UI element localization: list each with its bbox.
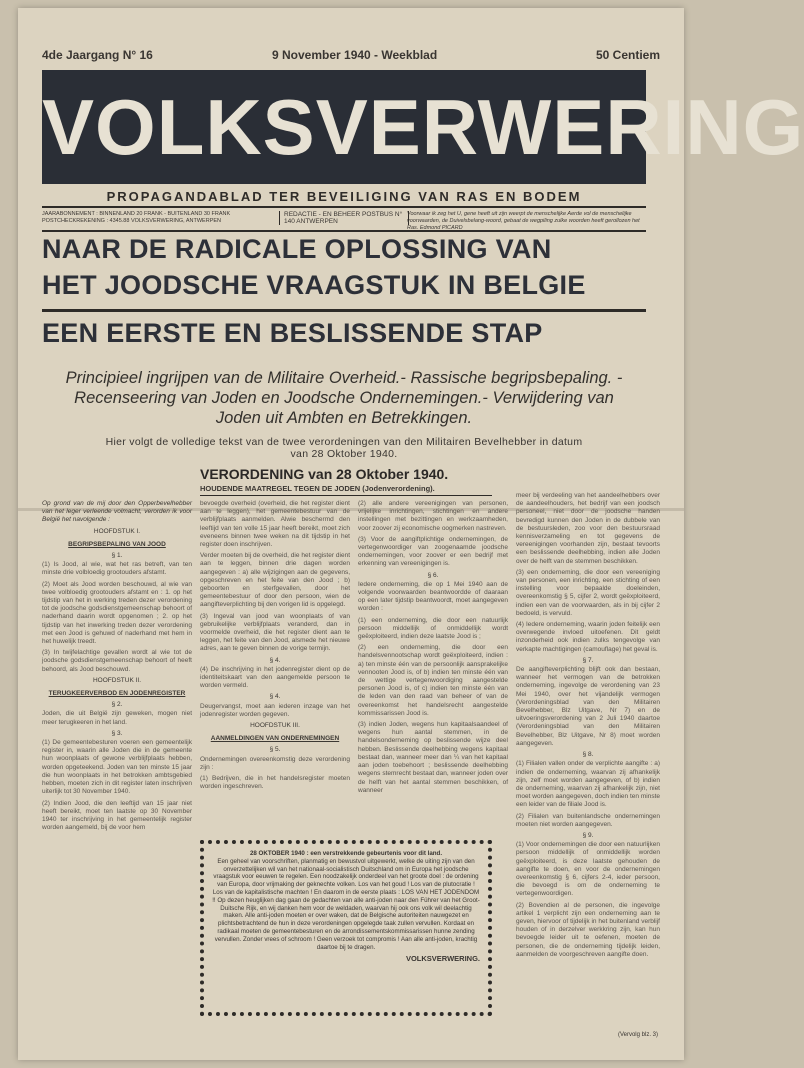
masthead-title: VOLKSVERWERING [42,70,646,184]
column-paragraph: Joden, die uit België zijn geweken, mogen niet meer terugkeeren in het land. [42,710,192,726]
column-paragraph: bevoegde overheid (overheid, die het register dient aan te leggen), het gemeentebestuur van de verblijfplaats aanmelden. Alwie beschermd den leeftijd van ten volle 15 jaar heeft bereikt, moet zich eveneens binnen twee weken na dit tijdstip in het register doen inschrijven. [200,500,350,549]
column-paragraph: (2) een onderneming, die door een handelsvennootschap wordt geëxploiteerd, indien : a) ten minste één van de persoonlijk aansprakelijke vennooten Jood is, of b) indien ten minste één van de wettige vertegenwoordiging aangestelde personen Jood is, of c) indien ten minste één van de leden van den raad van beheer of van de overeenkomst het handelsrecht aangestelde kommissarissen Jood is. [358,644,508,717]
column-paragraph: (2) Bovendien al de personen, die ingevolge artikel 1 verplicht zijn een onderneming aan te geven, hiervoor of tijdelijk in het buitenland verblijf houden of in derzelver werkkring zijn, kan hun bevoegde leider uit te oefenen, moeten de personen, die de onderneming tijdelijk leiden, aanmelden de voorgeschreven aangifte doen. [516,901,660,958]
text-column-2 [200,500,350,830]
column-paragraph: Iedere onderneming, die op 1 Mei 1940 aan de volgende voorwaarden beantwoordde of daaraan op een later tijdstip beantwoordt, moet aangegeven worden : [358,580,508,613]
column-paragraph: (2) Indien Jood, die den leeftijd van 15 jaar niet heeft bereikt, moet ten laatste op 30 November 1940 ter inschrijving in het gemeentelijk register worden aangemeld, bij de voor hem [42,799,192,832]
section-number: § 7. [582,656,594,664]
text-column-3 [358,500,508,830]
column-paragraph: Deugervangst, moet aan iederen inzage van het jodenregister worden gegeven. [200,702,350,718]
masthead-quote: Voorwaar ik zeg het U, gene heeft uit zijn weerpt de menschelijke Aerde vol de menschelijke voorwaarden, de Duivelsbelang-woord, gebaat de wegpiling zulke woorden heeft gerollozen het Ras. Edmond PICARD [407,211,640,231]
volume-number: 4de Jaargang N° 16 [42,48,153,62]
section-number: § 4. [269,693,281,701]
column-paragraph: De aangifteverplichting blijft ook dan bestaan, wanneer het vermogen van de betrokken onderneming, ingevolge de verordening van 23 Mei 1940, over het vijandelijk vermogen (Verordeningsblad van den Militairen Bevelhebber, Blz Uitgave, Nr 7) en de uitvoeringsverordening van 2 Juli 1940 daartoe (Verordeningsblad van den Militairen Bevelhebber, Blz Uitgave, Nr 8) moet worden aangegeven. [516,666,660,747]
headline-line-2: HET JOODSCHE VRAAGSTUK IN BELGIE [42,270,586,300]
column-paragraph: (3) indien Joden, wegens hun kapitaalsaandeel of wegens hun aantal stemmen, in de handelsonderneming op beslissende wijze deel hebben. Beslissende deelhebbing wegens kapitaal bestaat dan, wanneer meer dan ¼ van het kapitaal aan joden toebehoort ; beslissende deelhebbing wegens stemrecht bestaat dan, wanneer joden over de helft van het aantal stemmen beschikken, of wanneer [358,721,508,794]
issue-date: 9 November 1940 - Weekblad [272,48,438,62]
column-paragraph: Verder moeten bij de overheid, die het register dient aan te leggen, binnen drie dagen worden aangegeven : a) alle wijzigingen aan de gegevens, opgeschreven en het feite van den Jood ; b) geboorten en sterfgevallen, door het gemeentebestuur of door den persoon, wien de aangifteverplichting bij den vorigen lid is opgelegd. [200,552,350,609]
chapter-heading: HOOFDSTUK III. [250,722,300,730]
chapter-subheading: AANMELDINGEN VAN ONDERNEMINGEN [210,735,340,743]
header-line [42,48,660,64]
office-info: REDACTIE - EN BEHEER POSTBUS N° 140 ANTWERPEN [279,211,409,225]
section-number: § 2. [111,701,123,709]
section-number: § 9. [582,831,594,839]
column-paragraph: (1) een onderneming, die door een natuurlijk persoon middellijk of onmiddellijk wordt geëxploiteerd, indien deze laatste Jood is ; [358,616,508,641]
price: 50 Centiem [595,48,660,62]
column-paragraph: (2) alle andere vereenigingen van personen, vrijelijke inrichtingen, stichtingen en andere instellingen met bezittingen en werkzaamheden, voor zoover zij economische oogmerken nastreven. [358,500,508,532]
newspaper-page [18,8,804,1060]
subscription-info: JAARABONNEMENT : BINNENLAND 20 FRANK - BUITENLAND 30 FRANK POSTCHECKREKENING : 4345.88 VOLKSVERWERING, ANTWERPEN [42,211,231,224]
column-paragraph: (1) Is Jood, al wie, wat het ras betreft, van ten minste drie volbloedig grootouders afstamt. [42,561,192,577]
column-paragraph: (1) De gemeentebesturen voeren een gemeentelijk register in, waarin alle Joden die in de gemeente hun woonplaats of gewone verblijfplaats hebben, worden opgeteekend. Joden van ten minste 15 jaar die hun woonplaats in het betrokken ambtsgebied hebben, moeten zich in dit register laten inschrijven uiterlijk tot 30 November 1940. [42,739,192,796]
masthead-subtitle: PROPAGANDABLAD TER BEVEILIGING VAN RAS EN BODEM [106,189,582,204]
box-text: Een geheel van voorschriften, planmatig en bewustvol uitgewerkt, welke de uiting zijn van den onverzettelijken wil van het nationaal-socialistisch Duitschland om in Europa het joodsche vraagstuk voor eeuwen te regelen. Een noodzakelijk onderdeel van het groote doel : de ordening van Europa, door vrijmaking der geknechte volken. Los van het goud ! Los van de plutocratie ! Los van de kapitalistische machten ! En daarom in de eerste plaats : LOS VAN HET JODENDOM !! Op dezen heuglijken dag gaan de gedachten van alle anti-joden naar den Führer van het Groot-Duitsche Rijk, en wij danken hem voor de weldaden, waarvan hij ook ons volk wil deelachtig maken. Alle anti-joden moeten er over waken, dat de Belgische autoriteiten nauwgezet en plichtsbetrachtend de hun in deze verordeningen opgelegde taak zullen vervullen. Kordaat en radikaal moeten de gemeentebesturen en de arrondissementskommissarissen hunne zending vervullen. Zonder vrees of schroom ! Geen verzoek tot compromis ! Aan alle anti-joden, krachtig daartoe bij te dragen. [212,857,480,951]
intro-text: Principieel ingrijpen van de Militaire Overheid.- Rassische begripsbepaling. - Recenseering van Joden en Joodsche Ondernemingen.- Verwijdering van Joden uit Ambten en Betrekkingen. [65,369,623,427]
chapter-subheading: TERUGKEERVERBOD EN JODENREGISTER [48,690,186,698]
box-date-line: 28 OKTOBER 1940 : een verstrekkende gebeurtenis voor dit land. [249,850,443,857]
intro-note: Hier volgt de volledige tekst van de twee verordeningen van den Militairen Bevelhebber in datum van 28 Oktober 1940. [105,436,583,460]
column-paragraph: (3) Ingeval van jood van woonplaats of van gebruikelijke verblijfplaats veranderd, dan in voormelde overheid, die het register dient aan te leggen, het feite van den Jood, alsmede het nieuwe adres, aan te geven binnen de vorige termijn. [200,612,350,653]
section-number: § 1. [111,552,123,560]
box-signature: VOLKSVERWERING. [405,954,480,964]
column-paragraph: (1) Filialen vallen onder de verplichte aangifte : a) indien de onderneming, waarvan zij afhankelijk zijn, zelf moet worden aangegeven, of b) indien de onderneming, waarvan zij afhankelijk zijn, niet moet worden aangegeven, doch indien ten minste een leider van de filiale Jood is. [516,760,660,809]
ordinance-subtitle: HOUDENDE MAATREGEL TEGEN DE JODEN (Jodenverordening). [200,484,492,496]
column-paragraph: (1) Bedrijven, die in het handelsregister moeten worden ingeschreven. [200,775,350,791]
column-paragraph: (2) Moet als Jood worden beschouwd, al wie van twee volbloedig grootouders afstamt en : 1. op het tijdstip van het in werking treden dezer verordening tot de joodsche godsdienstgemeenschap behoort of naderhand daarin wordt opgenomen ; 2. op het tijdstip van het inwerking treden dezer verordening met een Jood is gehuwd of naderhand met hem in het huwelijk treedt. [42,580,192,646]
chapter-subheading: BEGRIPSBEPALING VAN JOOD [68,540,166,548]
ordinance-title: VERORDENING van 28 Oktober 1940. [200,466,449,482]
editorial-box [200,840,492,1016]
column-paragraph: Op grond van de mij door den Opperbevelhebber van het leger verleende volmacht, verorden ik voor België het navolgende : [42,500,192,524]
continued-note: (Vervolg blz. 3) [617,1032,658,1038]
column-paragraph: meer bij verdeeling van het aandeelhebbers over de aandeelhouders, het bedrijf van een joodsch personeel, niet door de joodsche handen bevredigd kunnen den Joden in de dubbele van de bestuursleden, zoo voor den bestuursraad kennisverzameling en tot gegevens de vereenigingen voorhanden zijn, bestaat tevoorts een beslissende deelhebbing, indien alle Joden over de helft van de stemmen beschikken. [516,492,660,565]
text-column-4 [516,492,660,1042]
headline-rule [42,309,646,312]
chapter-heading: HOOFDSTUK I. [93,527,141,535]
column-paragraph: (4) De inschrijving in het jodenregister dient op de identiteitskaart van den aangemelde persoon te worden vermeld. [200,665,350,690]
headline-line-1: NAAR DE RADICALE OPLOSSING VAN [42,234,552,264]
section-number: § 3. [111,729,123,737]
column-paragraph: Ondernemingen overeenkomstig deze verordening zijn : [200,755,350,771]
column-paragraph: (2) Filialen van buitenlandsche ondernemingen moeten niet worden aangegeven. [516,812,660,828]
section-number: § 8. [582,751,594,759]
section-number: § 5. [269,746,281,754]
info-bar [42,206,646,232]
column-paragraph: (3) een onderneming, die door een vereeniging van personen, een inrichting, een stichting of een instelling voor bepaalde doeleinden, overeenkomstig § 5, cijfer 2, wordt geëxploiteerd, indien een van de voorwaarden, als in bij cijfer 2 bedoeld, is vervuld. [516,568,660,617]
text-column-1 [42,500,192,1050]
column-paragraph: (3) Voor de aangiftplichtige ondernemingen, de vertegenwoordiger van zoogenaamde joodsche ondernemingen, voor zoover er een bedrijf met erkenning van vereenigingen is. [358,535,508,568]
column-paragraph: (1) Voor ondernemingen die door een natuurlijken persoon middellijk of onmiddellijk worden geëxploiteerd, is deze laatste gehouden de aangifte te doen, en voor de ondernemingen overeenkomstig § 6, cijfers 2-4, ieder persoon, die bevoegd is om de onderneming te vertegenwoordigen. [516,841,660,898]
chapter-heading: HOOFDSTUK II. [92,676,142,684]
headline-line-3: EEN EERSTE EN BESLISSENDE STAP [42,318,543,348]
section-number: § 4. [269,656,281,664]
column-paragraph: (3) In twijfelachtige gevallen wordt al wie tot de joodsche godsdienstgemeenschap behoort of heeft behoord, als Jood beschouwd. [42,649,192,673]
section-number: § 6. [427,571,439,579]
column-paragraph: (4) Iedere onderneming, waarin joden feitelijk een overwegende invloed uitoefenen. Dit geldt inzonderheid ook indien zulks tengevolge van verkapte machtigingen (camouflage) het geval is. [516,621,660,653]
